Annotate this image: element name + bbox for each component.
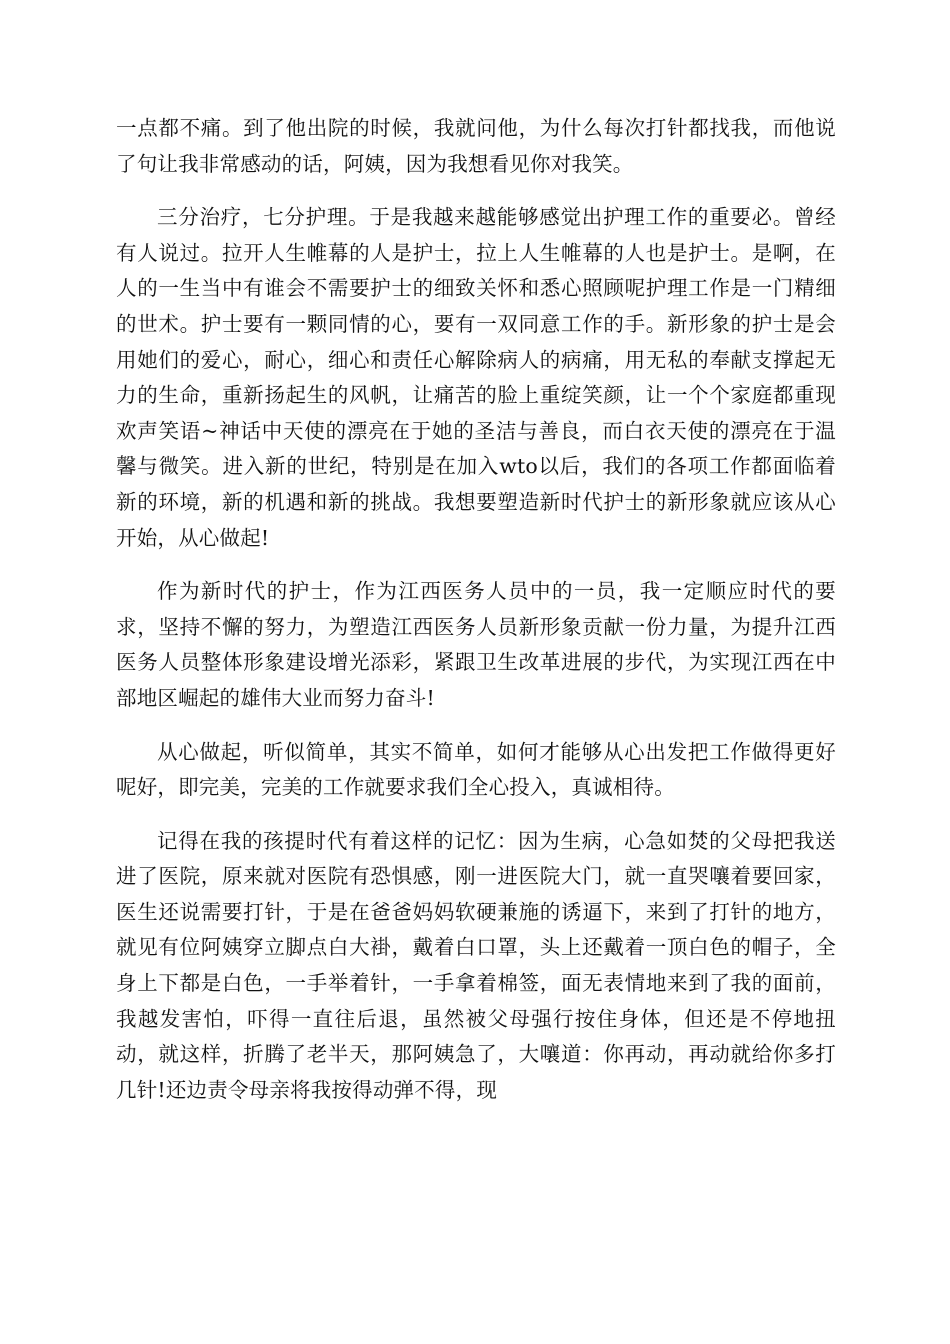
paragraph-5: 记得在我的孩提时代有着这样的记忆：因为生病，心急如焚的父母把我送进了医院，原来就对医院有恐惧感，刚一进医院大门，就一直哭嚷着要回家，医生还说需要打针，于是在爸爸妈妈软硬兼施的诱逼下，来到了打针的地方，就见有位阿姨穿立脚点白大褂，戴着白口罩，头上还戴着一顶白色的帽子，全身上下都是白色，一手举着针，一手拿着棉签，面无表情地来到了我的面前，我越发害怕，吓得一直往后退，虽然被父母强行按住身体，但还是不停地扭动，就这样，折腾了老半天，那阿姨急了，大嚷道：你再动，再动就给你多打几针!还边责令母亲将我按得动弹不得，现 xyxy=(116,828,836,1102)
paragraph-4: 从心做起，听似简单，其实不简单，如何才能够从心出发把工作做得更好呢好，即完美，完美的工作就要求我们全心投入，真诚相待。 xyxy=(116,739,836,800)
document-body xyxy=(116,111,836,1108)
paragraph-2: 三分治疗，七分护理。于是我越来越能够感觉出护理工作的重要必。曾经有人说过。拉开人生帷幕的人是护士，拉上人生帷幕的人也是护士。是啊，在人的一生当中有谁会不需要护士的细致关怀和悉心照顾呢护理工作是一门精细的世术。护士要有一颗同情的心，要有一双同意工作的手。新形象的护士是会用她们的爱心，耐心，细心和责任心解除病人的病痛，用无私的奉献支撑起无力的生命，重新扬起生的风帆，让痛苦的脸上重绽笑颜，让一个个家庭都重现欢声笑语~神话中天使的漂亮在于她的圣洁与善良，而白衣天使的漂亮在于温馨与微笑。进入新的世纪，特别是在加入wto以后，我们的各项工作都面临着新的环境，新的机遇和新的挑战。我想要塑造新时代护士的新形象就应该从心开始，从心做起! xyxy=(116,205,836,550)
paragraph-3: 作为新时代的护士，作为江西医务人员中的一员，我一定顺应时代的要求，坚持不懈的努力，为塑造江西医务人员新形象贡献一份力量，为提升江西医务人员整体形象建设增光添彩，紧跟卫生改革进展的步代，为实现江西在中部地区崛起的雄伟大业而努力奋斗! xyxy=(116,579,836,710)
paragraph-1: 一点都不痛。到了他出院的时候，我就问他，为什么每次打针都找我，而他说了句让我非常感动的话，阿姨，因为我想看见你对我笑。 xyxy=(116,116,836,176)
